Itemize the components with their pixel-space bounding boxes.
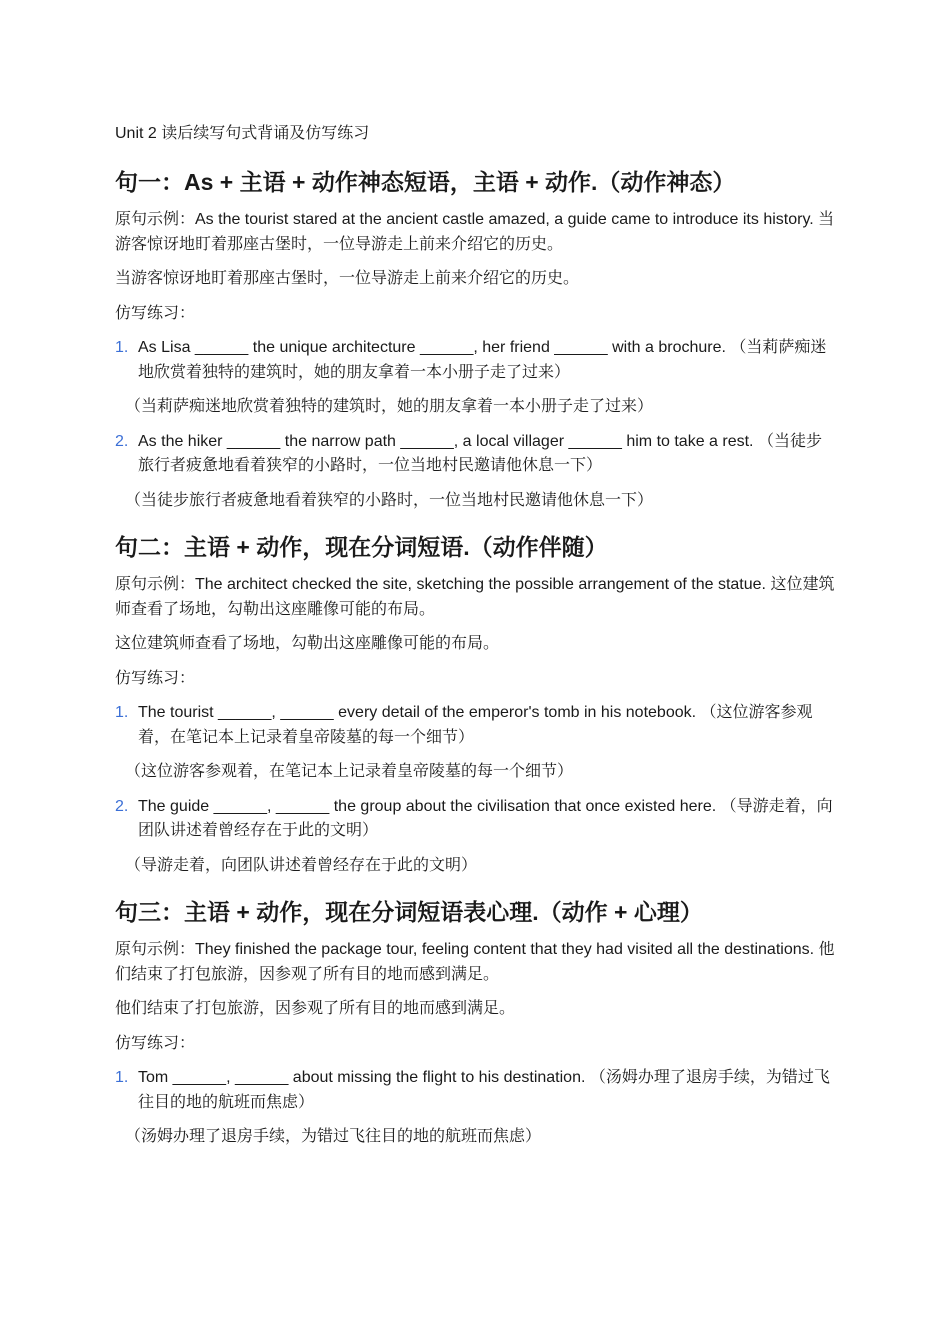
- section-heading: 句一：As + 主语 + 动作神态短语，主语 + 动作.（动作神态）: [115, 169, 736, 195]
- practice-translation: （导游走着，向团队讲述着曾经存在于此的文明）: [125, 856, 478, 874]
- section-heading: 句三：主语 + 动作，现在分词短语表心理.（动作 + 心理）: [115, 899, 703, 925]
- practice-text: As Lisa ______ the unique architecture ______, her friend ______ with a brochure. （当莉萨痴迷地欣赏着独特的建筑时，她的朋友拿着一本小册子走了过来）: [138, 339, 827, 381]
- practice-label: 仿写练习：: [115, 669, 196, 687]
- document-page: [115, 122, 835, 1160]
- list-number: 1.: [115, 1069, 129, 1086]
- practice-text: The guide ______, ______ the group about the civilisation that once existed here. （导游走着，向团队讲述着曾经存在于此的文明）: [138, 797, 833, 839]
- example-translation: 这位建筑师查看了场地，勾勒出这座雕像可能的布局。: [115, 635, 500, 652]
- list-number: 2.: [115, 432, 129, 450]
- practice-text: The tourist ______, ______ every detail of the emperor's tomb in his notebook. （这位游客参观着，在笔记本上记录着皇帝陵墓的每一个细节）: [138, 704, 813, 746]
- practice-label: 仿写练习：: [115, 304, 196, 322]
- section-3: [115, 896, 835, 1150]
- practice-text: Tom ______, ______ about missing the flight to his destination. （汤姆办理了退房手续，为错过飞往目的地的航班而焦虑）: [138, 1069, 830, 1111]
- practice-label: 仿写练习：: [115, 1034, 196, 1052]
- practice-translation: （当徒步旅行者疲惫地看着狭窄的小路时，一位当地村民邀请他休息一下）: [125, 491, 654, 509]
- list-number: 1.: [115, 704, 129, 721]
- example-sentence: 原句示例：The architect checked the site, sketching the possible arrangement of the statue. 这位建筑师查看了场地，勾勒出这座雕像可能的布局。: [115, 576, 835, 618]
- section-heading: 句二：主语 + 动作，现在分词短语.（动作伴随）: [115, 534, 608, 560]
- practice-item: [115, 701, 835, 750]
- practice-item: [115, 336, 835, 385]
- practice-item: [115, 430, 835, 479]
- practice-item: [115, 1066, 835, 1115]
- section-1: [115, 166, 835, 513]
- section-2: [115, 531, 835, 878]
- document-title: Unit 2 读后续写句式背诵及仿写练习: [115, 125, 370, 142]
- list-number: 2.: [115, 797, 129, 815]
- practice-translation: （这位游客参观着，在笔记本上记录着皇帝陵墓的每一个细节）: [125, 763, 574, 780]
- practice-item: [115, 795, 835, 844]
- list-number: 1.: [115, 339, 129, 356]
- example-sentence: 原句示例：They finished the package tour, feeling content that they had visited all the destinations. 他们结束了打包旅游，因参观了所有目的地而感到满足。: [115, 941, 835, 983]
- example-sentence: 原句示例：As the tourist stared at the ancient castle amazed, a guide came to introduce its history. 当游客惊讶地盯着那座古堡时，一位导游走上前来介绍它的历史。: [115, 211, 835, 253]
- practice-text: As the hiker ______ the narrow path ______, a local villager ______ him to take a rest. （当徒步旅行者疲惫地看着狭窄的小路时，一位当地村民邀请他休息一下）: [138, 432, 822, 474]
- example-translation: 他们结束了打包旅游，因参观了所有目的地而感到满足。: [115, 1000, 516, 1017]
- practice-translation: （汤姆办理了退房手续，为错过飞往目的地的航班而焦虑）: [125, 1128, 542, 1145]
- example-translation: 当游客惊讶地盯着那座古堡时，一位导游走上前来介绍它的历史。: [115, 270, 580, 287]
- practice-translation: （当莉萨痴迷地欣赏着独特的建筑时，她的朋友拿着一本小册子走了过来）: [125, 398, 654, 415]
